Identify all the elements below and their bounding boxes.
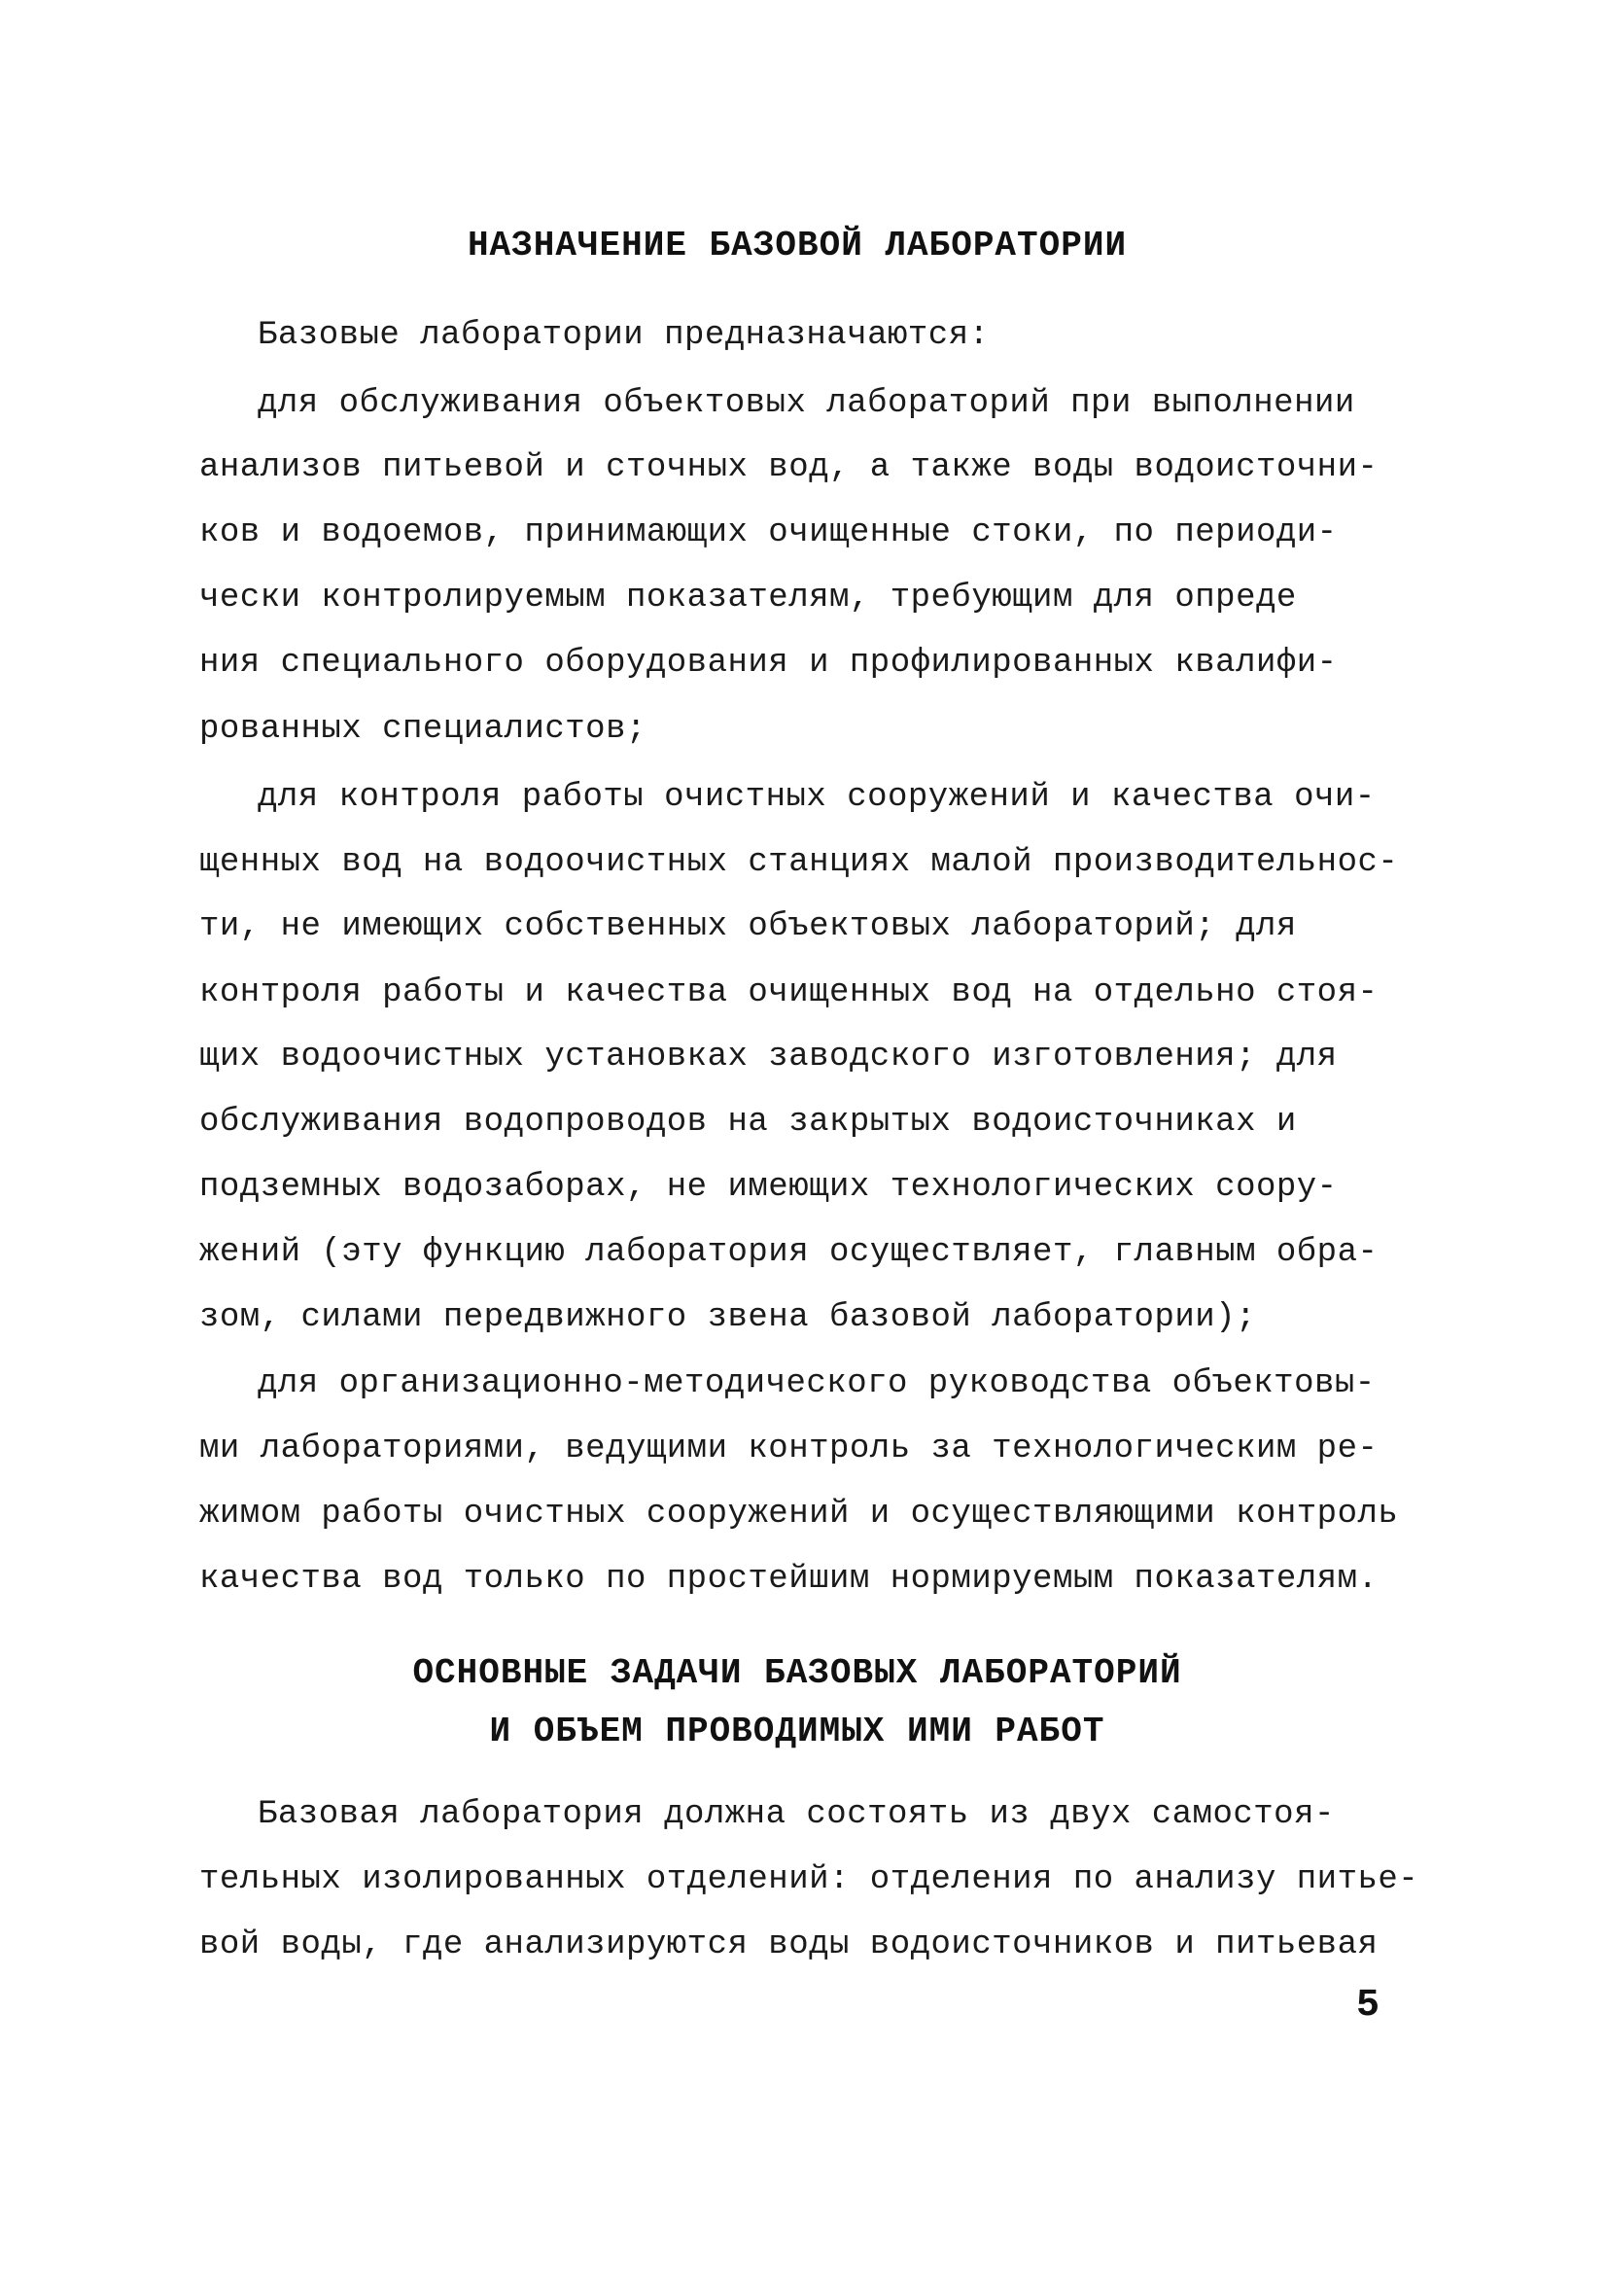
page-number: 5	[1356, 1984, 1380, 2028]
paragraph-line: тельных изолированных отделений: отделения по анализу питье-	[199, 1861, 1419, 1898]
section-title: ОСНОВНЫЕ ЗАДАЧИ БАЗОВЫХ ЛАБОРАТОРИЙ	[412, 1653, 1182, 1693]
paragraph-line: щенных вод на водоочистных станциях малой производительнос-	[199, 844, 1399, 881]
paragraph-line: жений (эту функцию лаборатория осуществляет, главным обра-	[199, 1234, 1379, 1271]
paragraph-line: Базовые лаборатории предназначаются:	[258, 317, 990, 354]
paragraph-line: для контроля работы очистных сооружений и качества очи-	[258, 779, 1376, 816]
paragraph-line: качества вод только по простейшим нормируемым показателям.	[199, 1561, 1379, 1598]
paragraph-line: ния специального оборудования и профилированных квалифи-	[199, 645, 1338, 682]
paragraph-line: вой воды, где анализируются воды водоисточников и питьевая	[199, 1926, 1379, 1963]
paragraph-line: анализов питьевой и сточных вод, а также воды водоисточни-	[199, 449, 1379, 486]
paragraph-line: подземных водозаборах, не имеющих технологических соору-	[199, 1169, 1338, 1206]
paragraph-line: зом, силами передвижного звена базовой лаборатории);	[199, 1299, 1256, 1336]
section-title: НАЗНАЧЕНИЕ БАЗОВОЙ ЛАБОРАТОРИИ	[467, 226, 1128, 265]
paragraph-line: рованных специалистов;	[199, 711, 646, 748]
paragraph-line: Базовая лаборатория должна состоять из двух самостоя-	[258, 1796, 1335, 1833]
paragraph-line: чески контролируемым показателям, требующим для опреде	[199, 580, 1297, 617]
paragraph-line: жимом работы очистных сооружений и осуществляющими контроль	[199, 1496, 1399, 1533]
paragraph-line: ми лабораториями, ведущими контроль за технологическим ре-	[199, 1431, 1379, 1467]
paragraph-line: ти, не имеющих собственных объектовых лабораторий; для	[199, 908, 1297, 945]
paragraph-line: ков и водоемов, принимающих очищенные стоки, по периоди-	[199, 514, 1338, 551]
paragraph-line: обслуживания водопроводов на закрытых водоисточниках и	[199, 1104, 1297, 1141]
paragraph-line: для организационно-методического руководства объектовы-	[258, 1365, 1376, 1402]
paragraph-line: щих водоочистных установках заводского изготовления; для	[199, 1039, 1338, 1076]
section-title: И ОБЪЕМ ПРОВОДИМЫХ ИМИ РАБОТ	[489, 1712, 1105, 1751]
paragraph-line: контроля работы и качества очищенных вод на отдельно стоя-	[199, 974, 1379, 1011]
paragraph-line: для обслуживания объектовых лабораторий при выполнении	[258, 385, 1355, 422]
